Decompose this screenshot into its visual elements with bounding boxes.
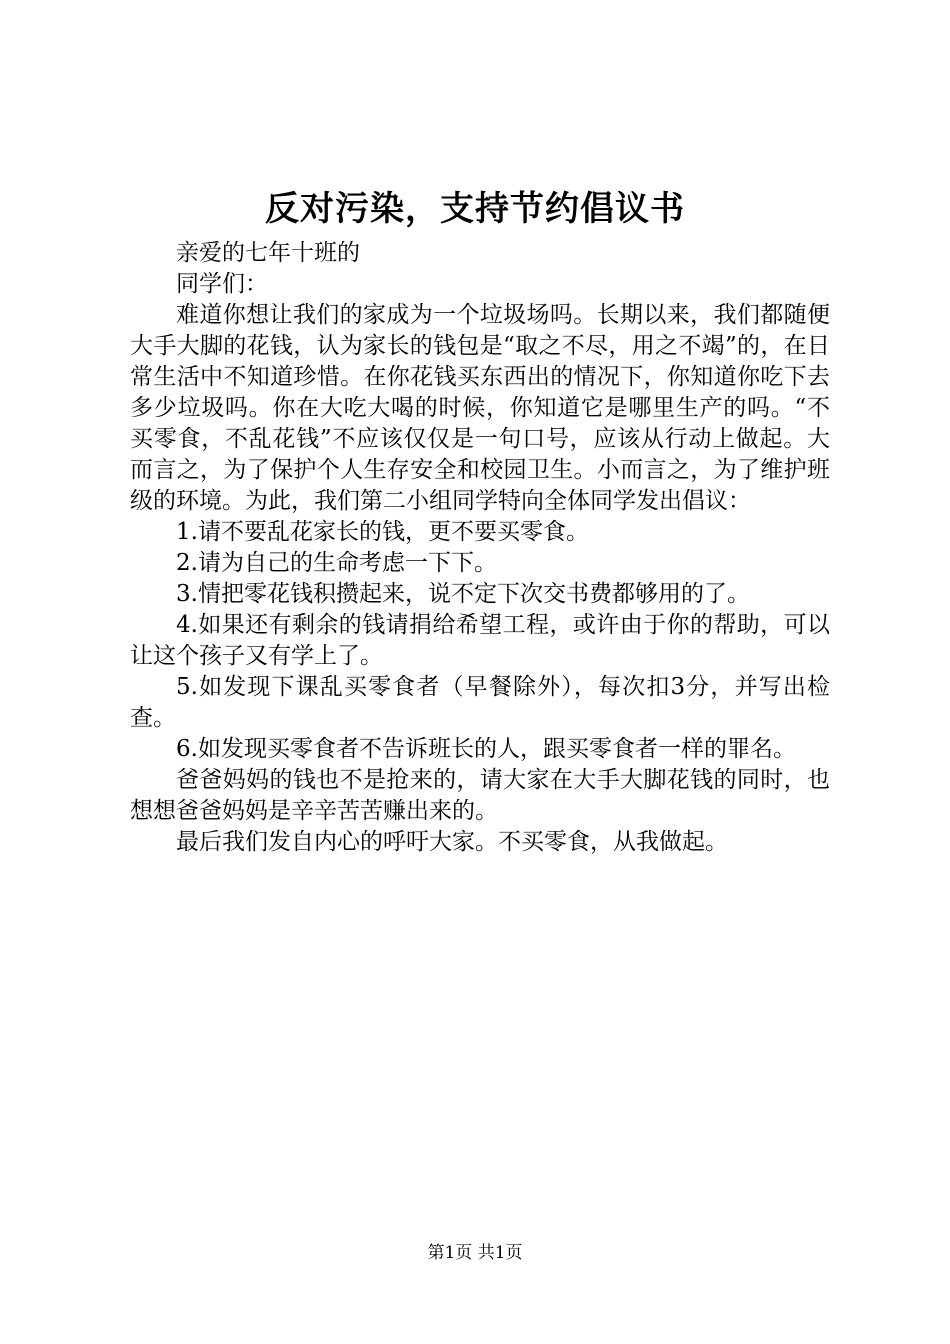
document-title: 反对污染，支持节约倡议书: [265, 189, 685, 229]
paragraph-item-1: 1.请不要乱花家长的钱，更不要买零食。: [176, 519, 589, 545]
salutation-line-1: 亲爱的七年十班的: [176, 240, 360, 266]
salutation-line-2: 同学们：: [176, 271, 268, 297]
document-body: [130, 238, 830, 858]
paragraph-intro: 难道你想让我们的家成为一个垃圾场吗。长期以来，我们都随便大手大脚的花钱，认为家长的钱包是“取之不尽，用之不竭”的，在日常生活中不知道珍惜。在你花钱买东西出的情况下，你知道你吃下去多少垃圾吗。你在大吃大喝的时候，你知道它是哪里生产的吗。“不买零食，不乱花钱”不应该仅仅是一句口号，应该从行动上做起。大而言之，为了保护个人生存安全和校园卫生。小而言之，为了维护班级的环境。为此，我们第二小组同学特向全体同学发出倡议：: [130, 302, 830, 514]
paragraph-item-6: 6.如发现买零食者不告诉班长的人，跟买零食者一样的罪名。: [176, 736, 796, 762]
page-number-footer: 第1页 共1页: [427, 1243, 523, 1263]
paragraph-item-5: 5.如发现下课乱买零食者（早餐除外），每次扣3分，并写出检查。: [130, 674, 830, 731]
paragraph-parents: 爸爸妈妈的钱也不是抢来的，请大家在大手大脚花钱的同时，也想想爸爸妈妈是辛辛苦苦赚出来的。: [130, 767, 830, 824]
paragraph-item-2: 2.请为自己的生命考虑一下下。: [176, 550, 497, 576]
paragraph-closing: 最后我们发自内心的呼吁大家。不买零食，从我做起。: [176, 829, 728, 855]
paragraph-item-4: 4.如果还有剩余的钱请捐给希望工程，或许由于你的帮助，可以让这个孩子又有学上了。: [130, 612, 830, 669]
paragraph-item-3: 3.情把零花钱积攒起来，说不定下次交书费都够用的了。: [176, 581, 750, 607]
